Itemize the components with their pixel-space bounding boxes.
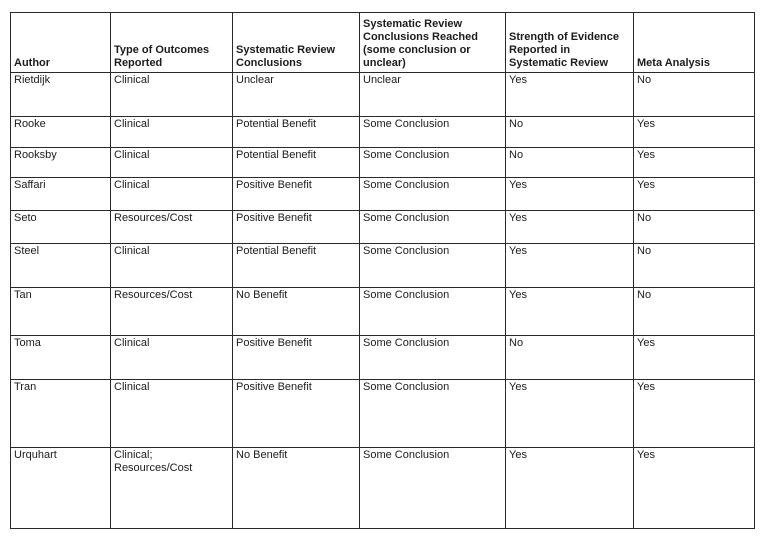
table-row [11, 244, 755, 288]
cell-conclusions-reached: Some Conclusion [360, 336, 506, 380]
cell-outcomes: Resources/Cost [111, 211, 233, 244]
cell-meta-analysis: Yes [634, 117, 755, 148]
cell-meta-analysis: No [634, 211, 755, 244]
cell-conclusions-reached: Some Conclusion [360, 117, 506, 148]
table-row [11, 117, 755, 148]
cell-outcomes: Clinical [111, 380, 233, 448]
table-row [11, 73, 755, 117]
column-header-strength-of-evidence: Strength of Evidence Reported in Systematic Review [506, 13, 634, 73]
cell-conclusions: Potential Benefit [233, 244, 360, 288]
cell-conclusions-reached: Unclear [360, 73, 506, 117]
cell-strength-of-evidence: Yes [506, 244, 634, 288]
cell-meta-analysis: Yes [634, 336, 755, 380]
cell-strength-of-evidence: No [506, 336, 634, 380]
cell-meta-analysis: No [634, 244, 755, 288]
table-row [11, 448, 755, 529]
cell-outcomes: Clinical [111, 336, 233, 380]
cell-outcomes: Clinical [111, 178, 233, 211]
cell-author: Rietdijk [11, 73, 111, 117]
cell-meta-analysis: No [634, 288, 755, 336]
cell-conclusions: Positive Benefit [233, 211, 360, 244]
cell-conclusions: Positive Benefit [233, 380, 360, 448]
cell-conclusions-reached: Some Conclusion [360, 448, 506, 529]
cell-strength-of-evidence: Yes [506, 73, 634, 117]
cell-conclusions: Potential Benefit [233, 148, 360, 178]
cell-meta-analysis: Yes [634, 178, 755, 211]
table-row [11, 148, 755, 178]
column-header-author: Author [11, 13, 111, 73]
table-row [11, 178, 755, 211]
column-header-conclusions: Systematic Review Conclusions [233, 13, 360, 73]
cell-conclusions-reached: Some Conclusion [360, 211, 506, 244]
cell-author: Tran [11, 380, 111, 448]
cell-strength-of-evidence: Yes [506, 178, 634, 211]
cell-conclusions-reached: Some Conclusion [360, 380, 506, 448]
cell-outcomes: Clinical; Resources/Cost [111, 448, 233, 529]
cell-meta-analysis: Yes [634, 448, 755, 529]
cell-conclusions: Potential Benefit [233, 117, 360, 148]
cell-author: Toma [11, 336, 111, 380]
cell-conclusions-reached: Some Conclusion [360, 244, 506, 288]
cell-strength-of-evidence: Yes [506, 448, 634, 529]
cell-outcomes: Clinical [111, 73, 233, 117]
cell-author: Rooke [11, 117, 111, 148]
cell-outcomes: Clinical [111, 117, 233, 148]
cell-meta-analysis: Yes [634, 148, 755, 178]
cell-outcomes: Resources/Cost [111, 288, 233, 336]
cell-strength-of-evidence: No [506, 117, 634, 148]
cell-outcomes: Clinical [111, 148, 233, 178]
cell-strength-of-evidence: No [506, 148, 634, 178]
table-row [11, 288, 755, 336]
cell-conclusions-reached: Some Conclusion [360, 148, 506, 178]
cell-strength-of-evidence: Yes [506, 211, 634, 244]
cell-conclusions: Positive Benefit [233, 336, 360, 380]
cell-author: Rooksby [11, 148, 111, 178]
cell-meta-analysis: No [634, 73, 755, 117]
systematic-review-table [10, 12, 755, 529]
cell-strength-of-evidence: Yes [506, 288, 634, 336]
cell-author: Steel [11, 244, 111, 288]
cell-conclusions: Positive Benefit [233, 178, 360, 211]
cell-strength-of-evidence: Yes [506, 380, 634, 448]
header-row [11, 13, 755, 73]
column-header-outcomes: Type of Outcomes Reported [111, 13, 233, 73]
cell-conclusions-reached: Some Conclusion [360, 178, 506, 211]
table-row [11, 336, 755, 380]
cell-author: Saffari [11, 178, 111, 211]
cell-conclusions: Unclear [233, 73, 360, 117]
column-header-conclusions-reached: Systematic Review Conclusions Reached (some conclusion or unclear) [360, 13, 506, 73]
cell-author: Urquhart [11, 448, 111, 529]
cell-conclusions-reached: Some Conclusion [360, 288, 506, 336]
cell-author: Seto [11, 211, 111, 244]
cell-conclusions: No Benefit [233, 288, 360, 336]
cell-conclusions: No Benefit [233, 448, 360, 529]
cell-meta-analysis: Yes [634, 380, 755, 448]
cell-outcomes: Clinical [111, 244, 233, 288]
cell-author: Tan [11, 288, 111, 336]
column-header-meta-analysis: Meta Analysis [634, 13, 755, 73]
table-row [11, 380, 755, 448]
table-row [11, 211, 755, 244]
